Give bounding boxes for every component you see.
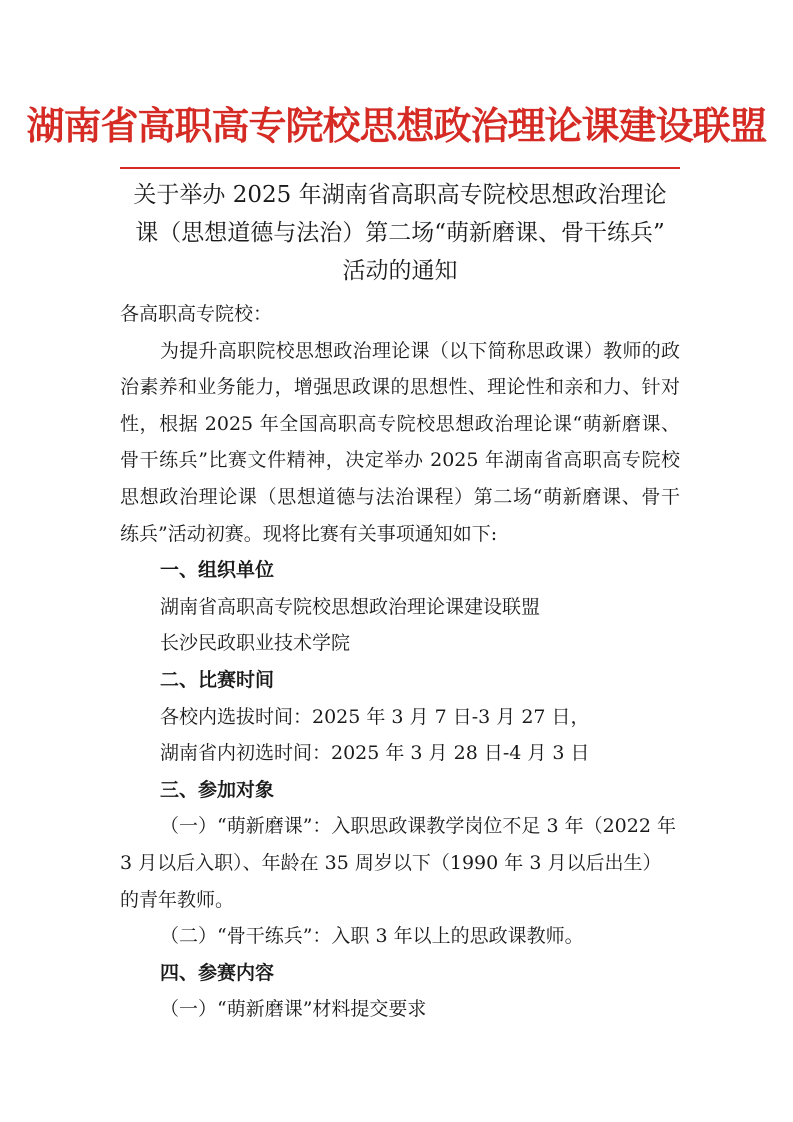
masthead-title: 湖南省高职高专院校思想政治理论课建设联盟 xyxy=(26,103,767,148)
intro-paragraph: 为提升高职院校思想政治理论课（以下简称思政课）教师的政治素养和业务能力，增强思政课的思想性、理论性和亲和力、针对性，根据 2025 年全国高职高专院校思想政治理论课“萌新磨课、骨干练兵”比赛文件精神，决定举办 2025 年湖南省高职高专院校思想政治理论课（思想道德与法治课程）第二场“萌新磨课、骨干练兵”活动初赛。现将比赛有关事项通知如下: xyxy=(120,339,680,545)
notice-title-line: 关于举办 2025 年湖南省高职高专院校思想政治理论 xyxy=(133,182,667,208)
section-heading-content: 四、参赛内容 xyxy=(160,961,275,984)
participant-item: （一）“萌新磨课”：入职思政课教学岗位不足 3 年（2022 年 3 月以后入职）、年龄在 35 周岁以下（1990 年 3 月以后出生）的青年教师。 xyxy=(120,815,676,911)
content-item: （一）“萌新磨课”材料提交要求 xyxy=(160,998,427,1021)
organizer-line: 长沙民政职业技术学院 xyxy=(160,632,351,655)
notice-body xyxy=(120,296,680,1028)
section-heading-participants: 三、参加对象 xyxy=(160,778,275,801)
notice-title xyxy=(110,176,690,290)
time-line: 各校内选拔时间：2025 年 3 月 7 日-3 月 27 日， xyxy=(160,705,590,728)
organizer-line: 湖南省高职高专院校思想政治理论课建设联盟 xyxy=(160,595,541,618)
notice-title-line: 活动的通知 xyxy=(342,258,458,284)
salutation: 各高职高专院校： xyxy=(120,303,273,325)
masthead-divider xyxy=(120,167,680,169)
notice-title-line: 课（思想道德与法治）第二场“萌新磨课、骨干练兵” xyxy=(135,220,665,246)
section-heading-organizers: 一、组织单位 xyxy=(160,559,275,582)
time-line: 湖南省内初选时间：2025 年 3 月 28 日-4 月 3 日 xyxy=(160,742,590,765)
participant-item: （二）“骨干练兵”：入职 3 年以上的思政课教师。 xyxy=(160,925,584,948)
section-heading-time: 二、比赛时间 xyxy=(160,668,275,691)
